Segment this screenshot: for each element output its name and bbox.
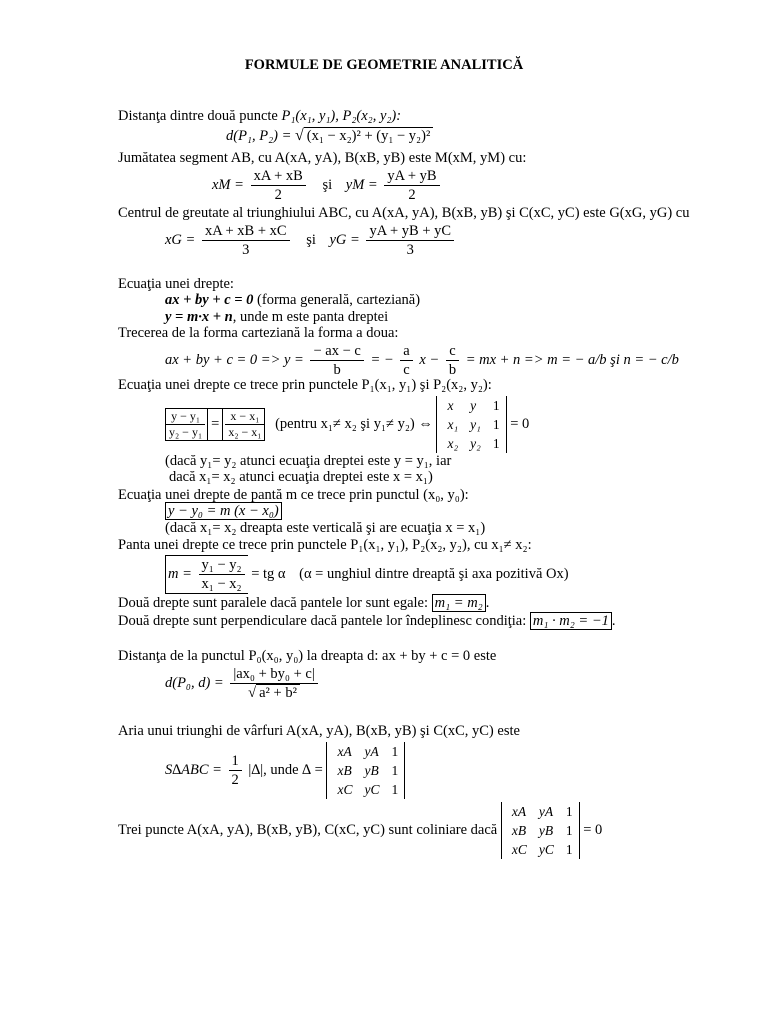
line-slope-point-formula-wrap bbox=[165, 503, 282, 520]
general-form-formula: ax + by + c = 0 bbox=[165, 292, 254, 308]
slope-num: y₁ − y₂ bbox=[199, 556, 245, 575]
two-points-condition: (pentru x₁≠ x₂ şi y₁≠ y₂) ⇔ bbox=[275, 416, 433, 432]
point-line-lhs: d(P₀, d) = bbox=[165, 675, 224, 691]
line-slope-point-heading: Ecuaţia unei drepte de pantă m ce trece prin punctul (x₀, y₀): bbox=[118, 487, 469, 503]
distance-points: P₁(x₁, y₁), P₂(x₂, y₂): bbox=[281, 108, 402, 124]
perpendicular-end: . bbox=[611, 613, 616, 629]
centroid-x-fraction bbox=[202, 222, 290, 259]
centroid-y-lhs: yG = bbox=[329, 231, 360, 248]
determinant-row bbox=[441, 415, 501, 434]
determinant-cell: yA bbox=[364, 744, 379, 759]
line-two-points-heading: Ecuaţia unei drepte ce trece prin punctele P₁(x₁, y₁) şi P₂(x₂, y₂): bbox=[118, 377, 492, 393]
transition-f2-num: a bbox=[400, 342, 412, 361]
transition-heading: Trecerea de la forma carteziană la forma a doua: bbox=[118, 325, 399, 341]
two-points-fraction-1 bbox=[166, 409, 208, 440]
perpendicular-formula: m₁ · m₂ = −1 bbox=[530, 612, 612, 630]
centroid-formulas bbox=[165, 222, 457, 259]
general-form-note: (forma generală, carteziană) bbox=[257, 292, 421, 308]
collinear-formula bbox=[118, 802, 602, 859]
midpoint-x-den: 2 bbox=[274, 187, 282, 203]
determinant-cell: xA bbox=[511, 804, 527, 819]
slope-form-formula: y = m·x + n bbox=[165, 309, 233, 325]
triangle-area-lhs: S∆ABC = bbox=[165, 762, 222, 778]
two-points-f1-den: y₂ − y₁ bbox=[169, 425, 203, 439]
line-slope-point-formula: y − y₀ = m (x − x₀) bbox=[165, 502, 282, 520]
determinant-cell: y bbox=[470, 398, 477, 413]
transition-fraction-2 bbox=[400, 342, 412, 379]
determinant-cell: xA bbox=[337, 744, 352, 759]
transition-fraction-1 bbox=[310, 342, 363, 379]
slope-rhs: = tg α bbox=[251, 566, 286, 582]
determinant-row bbox=[506, 840, 575, 859]
slope-heading: Panta unei drepte ce trece prin punctele P₁(x₁, y₁), P₂(x₂, y₂), cu x₁≠ x₂: bbox=[118, 537, 532, 553]
determinant-cell: yB bbox=[538, 823, 554, 838]
parallel-text: Două drepte sunt paralele dacă pantele lor sunt egale: bbox=[118, 595, 429, 611]
determinant-cell: x bbox=[447, 398, 454, 413]
triangle-area-half-den: 2 bbox=[231, 772, 239, 788]
centroid-x-num: xA + xB + xC bbox=[202, 222, 290, 241]
line-equation-heading: Ecuaţia unei drepte: bbox=[118, 276, 234, 292]
distance-formula-lhs: d(P₁, P₂) = bbox=[226, 128, 292, 144]
determinant-cell: 1 bbox=[565, 842, 573, 857]
determinant-cell: x₁ bbox=[447, 417, 459, 432]
point-line-den: a² + b² bbox=[256, 684, 300, 701]
sqrt-icon: √ bbox=[248, 685, 257, 701]
determinant-cell: xC bbox=[337, 782, 353, 797]
two-points-note-1: (dacă y₁= y₂ atunci ecuaţia dreptei este y = y₁, iar bbox=[165, 453, 452, 469]
point-line-num: |ax₀ + by₀ + c| bbox=[230, 665, 317, 684]
page-title: FORMULE DE GEOMETRIE ANALITICĂ bbox=[244, 57, 524, 73]
centroid-x-lhs: xG = bbox=[165, 231, 196, 248]
centroid-heading: Centrul de greutate al triunghiului ABC, cu A(xA, yA), B(xB, yB) şi C(xC, yC) este G(xG, yG) cu bbox=[118, 205, 690, 221]
determinant-cell: 1 bbox=[391, 744, 399, 759]
two-points-f2-den: x₂ − x₁ bbox=[228, 425, 262, 439]
determinant-cell: yC bbox=[538, 842, 554, 857]
determinant-row bbox=[441, 434, 501, 453]
determinant-row bbox=[331, 761, 400, 780]
slope-boxed bbox=[165, 555, 248, 594]
slope-fraction bbox=[199, 556, 245, 593]
perpendicular-text: Două drepte sunt perpendiculare dacă pantele lor îndeplinesc condiţia: bbox=[118, 613, 527, 629]
determinant-cell: 1 bbox=[391, 763, 399, 778]
point-line-den-wrap bbox=[230, 684, 317, 702]
transition-f3-den: b bbox=[448, 362, 457, 378]
two-points-boxed-eq bbox=[165, 408, 265, 441]
collinear-text: Trei puncte A(xA, yA), B(xB, yB), C(xC, yC) sunt coliniare dacă bbox=[118, 822, 498, 838]
sqrt-icon: √ bbox=[295, 127, 304, 144]
determinant-row bbox=[506, 821, 575, 840]
midpoint-x-lhs: xM = bbox=[212, 176, 244, 193]
determinant-row bbox=[331, 780, 400, 799]
two-points-note-2: dacă x₁= x₂ atunci ecuaţia dreptei este x = x₁) bbox=[169, 469, 433, 485]
distance-formula-rhs: (x₁ − x₂)² + (y₁ − y₂)² bbox=[304, 127, 434, 144]
transition-f3-num: c bbox=[446, 342, 459, 361]
midpoint-y-fraction bbox=[384, 167, 439, 204]
transition-part-a: ax + by + c = 0 => y = bbox=[165, 351, 304, 368]
determinant-row bbox=[506, 802, 575, 821]
midpoint-x-num: xA + xB bbox=[251, 167, 306, 186]
transition-part-b: = − bbox=[370, 351, 394, 368]
centroid-y-den: 3 bbox=[406, 242, 414, 258]
two-points-eq-sign: = bbox=[211, 416, 220, 432]
midpoint-formulas bbox=[212, 167, 443, 204]
distance-formula bbox=[226, 127, 433, 145]
midpoint-y-den: 2 bbox=[408, 187, 416, 203]
transition-f1-num: − ax − c bbox=[310, 342, 363, 361]
triangle-area-abs-delta: |∆| bbox=[248, 762, 264, 778]
triangle-area-formula bbox=[165, 742, 405, 799]
determinant-row bbox=[441, 396, 501, 415]
line-slope-point-note: (dacă x₁= x₂ dreapta este verticală şi are ecuaţia x = x₁) bbox=[165, 520, 486, 536]
two-points-fraction-2 bbox=[222, 409, 264, 440]
centroid-y-fraction bbox=[366, 222, 454, 259]
two-points-f2-num: x − x₁ bbox=[225, 409, 264, 425]
midpoint-y-num: yA + yB bbox=[384, 167, 439, 186]
collinear-det-eq: = 0 bbox=[583, 822, 603, 838]
slope-form-note: , unde m este panta dreptei bbox=[232, 309, 389, 325]
determinant-cell: 1 bbox=[492, 417, 500, 432]
transition-f2-den: c bbox=[403, 362, 410, 378]
parallel-line bbox=[118, 595, 489, 612]
point-line-fraction bbox=[230, 665, 317, 702]
triangle-area-determinant bbox=[326, 742, 405, 799]
two-points-f1-num: y − y₁ bbox=[166, 409, 205, 425]
determinant-cell: y₁ bbox=[470, 417, 481, 432]
point-line-distance-heading: Distanţa de la punctul P₀(x₀, y₀) la dreapta d: ax + by + c = 0 este bbox=[118, 648, 497, 664]
slope-formula bbox=[165, 555, 569, 594]
transition-part-c: x − bbox=[419, 351, 440, 368]
determinant-cell: 1 bbox=[565, 823, 573, 838]
centroid-and: şi bbox=[306, 231, 316, 248]
perpendicular-line bbox=[118, 613, 616, 630]
determinant-cell: xB bbox=[337, 763, 352, 778]
centroid-x-den: 3 bbox=[242, 242, 250, 258]
transition-fraction-3 bbox=[446, 342, 459, 379]
triangle-area-where: , unde ∆ = bbox=[263, 762, 323, 778]
slope-form-line bbox=[165, 309, 388, 326]
midpoint-heading: Jumătatea segment AB, cu A(xA, yA), B(xB, yB) este M(xM, yM) cu: bbox=[118, 150, 527, 166]
slope-den: x₁ − x₂ bbox=[201, 576, 242, 592]
midpoint-and: şi bbox=[322, 176, 333, 193]
point-line-distance-formula bbox=[165, 665, 321, 702]
two-points-det-eq: = 0 bbox=[510, 416, 530, 432]
determinant-cell: 1 bbox=[492, 436, 500, 451]
determinant-cell: y₂ bbox=[470, 436, 481, 451]
slope-lhs: m = bbox=[168, 566, 192, 582]
triangle-area-heading: Aria unui triunghi de vârfuri A(xA, yA), B(xB, yB) şi C(xC, yC) este bbox=[118, 723, 520, 739]
determinant-cell: xB bbox=[511, 823, 527, 838]
determinant-cell: x₂ bbox=[447, 436, 459, 451]
parallel-end: . bbox=[485, 595, 490, 611]
determinant-cell: yC bbox=[364, 782, 380, 797]
transition-part-d: = mx + n => m = − a/b şi n = − c/b bbox=[465, 351, 679, 368]
slope-note: (α = unghiul dintre dreaptă şi axa pozitivă Ox) bbox=[299, 566, 569, 582]
transition-f1-den: b bbox=[333, 362, 341, 378]
transition-formula bbox=[165, 342, 679, 379]
midpoint-x-fraction bbox=[251, 167, 306, 204]
line-two-points-formula bbox=[165, 396, 529, 453]
determinant-cell: yA bbox=[538, 804, 554, 819]
determinant-cell: 1 bbox=[492, 398, 500, 413]
two-points-determinant bbox=[436, 396, 506, 453]
distance-two-points-heading bbox=[118, 108, 401, 125]
triangle-area-half-num: 1 bbox=[229, 752, 242, 771]
determinant-cell: xC bbox=[511, 842, 527, 857]
general-form-line bbox=[165, 292, 420, 309]
determinant-row bbox=[331, 742, 400, 761]
triangle-area-half bbox=[229, 752, 242, 789]
parallel-formula: m₁ = m₂ bbox=[432, 594, 486, 612]
collinear-determinant bbox=[501, 802, 580, 859]
centroid-y-num: yA + yB + yC bbox=[366, 222, 454, 241]
midpoint-y-lhs: yM = bbox=[345, 176, 378, 193]
determinant-cell: 1 bbox=[565, 804, 573, 819]
determinant-cell: 1 bbox=[391, 782, 399, 797]
distance-text: Distanţa dintre două puncte bbox=[118, 108, 278, 124]
determinant-cell: yB bbox=[364, 763, 379, 778]
